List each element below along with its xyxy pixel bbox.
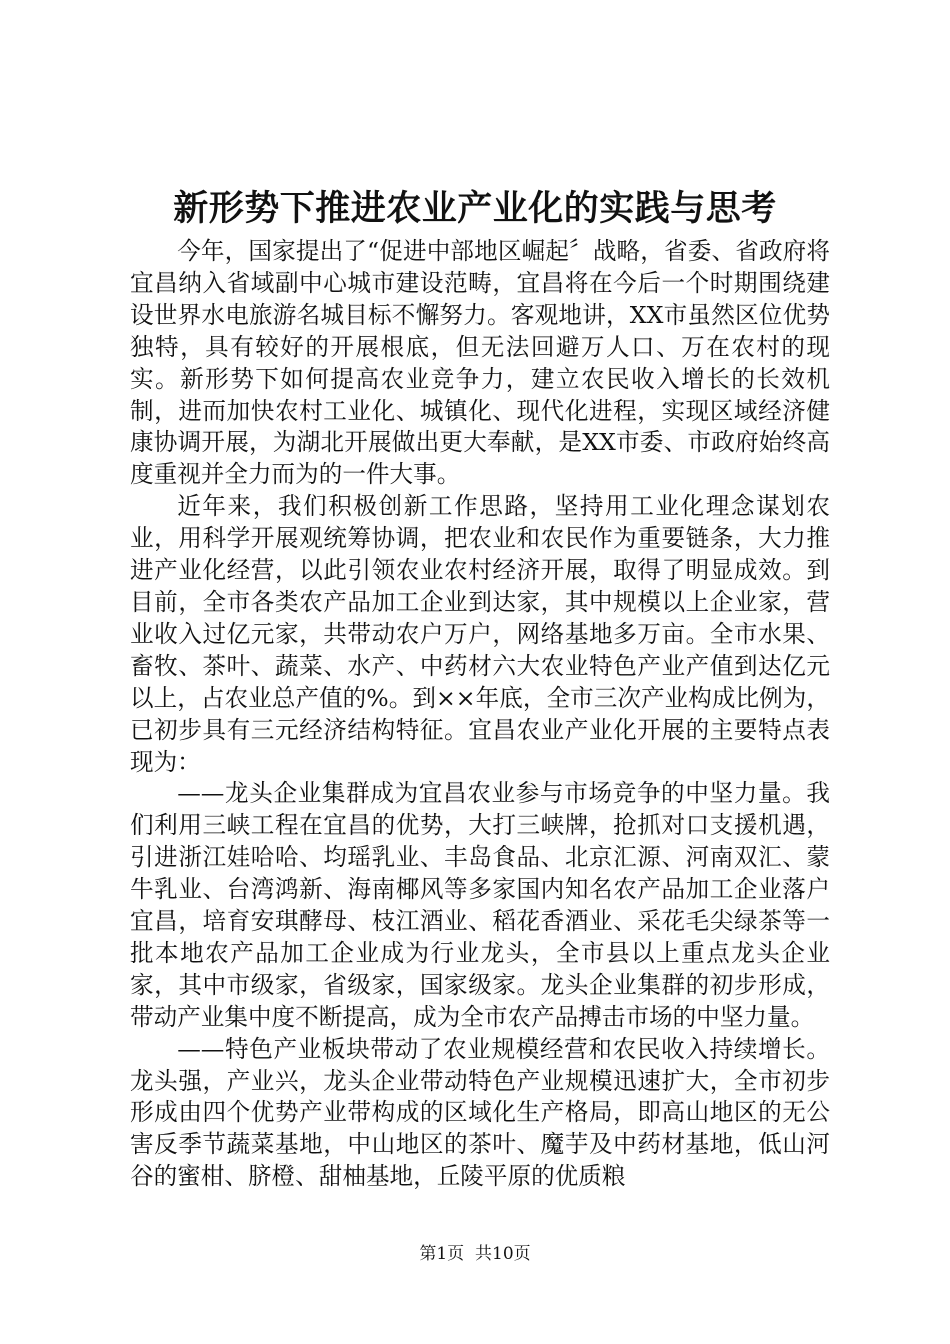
paragraph-2: 近年来，我们积极创新工作思路，坚持用工业化理念谋划农业，用科学开展观统筹协调，把农业和农民作为重要链条，大力推进产业化经营，以此引领农业农村经济开展，取得了明显成效。到目前，全市各类农产品加工企业到达家，其中规模以上企业家，营业收入过亿元家，共带动农户万户，网络基地多万亩。全市水果、畜牧、茶叶、蔬菜、水产、中药材六大农业特色产业产值到达亿元以上，占农业总产值的%。到××年底，全市三次产业构成比例为，已初步具有三元经济结构特征。宜昌农业产业化开展的主要特点表现为： <box>130 492 830 776</box>
document-body <box>130 236 830 1193</box>
page-number-total: 共10页 <box>475 1244 531 1264</box>
paragraph-3: ——龙头企业集群成为宜昌农业参与市场竞争的中坚力量。我们利用三峡工程在宜昌的优势，大打三峡牌，抢抓对口支援机遇，引进浙江娃哈哈、均瑶乳业、丰岛食品、北京汇源、河南双汇、蒙牛乳业、台湾鸿新、海南椰风等多家国内知名农产品加工企业落户宜昌，培育安琪酵母、枝江酒业、稻花香酒业、采花毛尖绿茶等一批本地农产品加工企业成为行业龙头，全市县以上重点龙头企业家，其中市级家，省级家，国家级家。龙头企业集群的初步形成，带动产业集中度不断提高，成为全市农产品搏击市场的中坚力量。 <box>130 779 830 1031</box>
page-footer <box>0 1242 950 1266</box>
page-number-current: 第1页 <box>419 1244 465 1264</box>
paragraph-1: 今年，国家提出了“促进中部地区崛起〞战略，省委、省政府将宜昌纳入省域副中心城市建设范畴，宜昌将在今后一个时期围绕建设世界水电旅游名城目标不懈努力。客观地讲，XX市虽然区位优势独特，具有较好的开展根底，但无法回避万人口、万在农村的现实。新形势下如何提高农业竞争力，建立农民收入增长的长效机制，进而加快农村工业化、城镇化、现代化进程，实现区域经济健康协调开展，为湖北开展做出更大奉献，是XX市委、市政府始终高度重视并全力而为的一件大事。 <box>130 237 830 489</box>
document-title: 新形势下推进农业产业化的实践与思考 <box>173 189 777 229</box>
paragraph-4: ——特色产业板块带动了农业规模经营和农民收入持续增长。龙头强，产业兴，龙头企业带动特色产业规模迅速扩大，全市初步形成由四个优势产业带构成的区域化生产格局，即高山地区的无公害反季节蔬菜基地，中山地区的茶叶、魔芋及中药材基地，低山河谷的蜜柑、脐橙、甜柚基地，丘陵平原的优质粮 <box>130 1034 830 1191</box>
